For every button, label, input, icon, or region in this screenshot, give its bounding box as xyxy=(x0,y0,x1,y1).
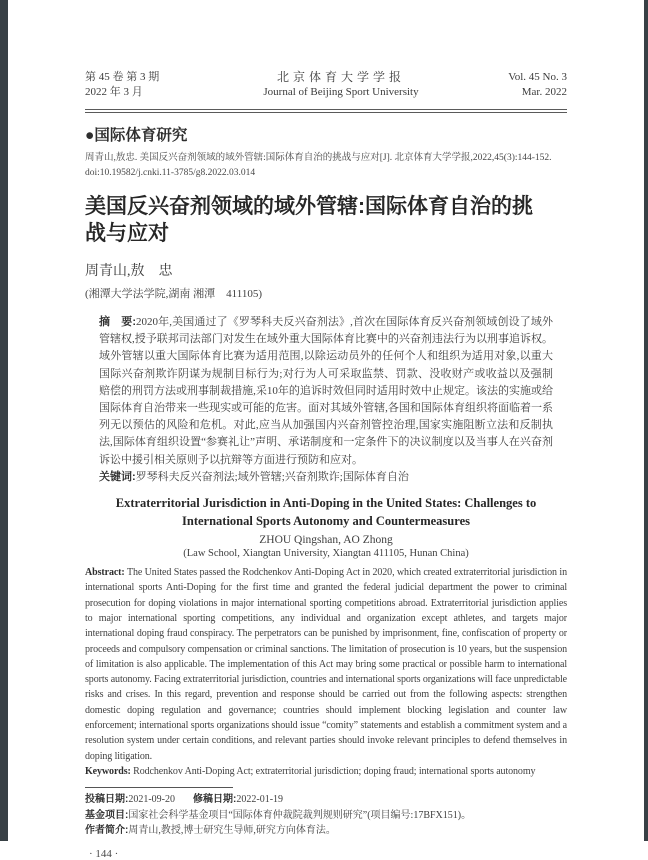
authors-cn: 周青山,敖 忠 xyxy=(85,264,173,279)
authors-en: ZHOU Qingshan, AO Zhong xyxy=(259,534,393,547)
received-date: 2021-09-20 xyxy=(128,794,176,806)
fund-note xyxy=(85,808,567,824)
citation-block xyxy=(85,151,567,180)
keywords-text-cn: 罗琴科夫反兴奋剂法;域外管辖;兴奋剂欺诈;国际体育自治 xyxy=(135,470,409,483)
abstract-en xyxy=(85,565,567,764)
issue-date-en: Mar. 2022 xyxy=(521,86,567,98)
section-header: ●国际体育研究 xyxy=(85,127,188,144)
bio-text: 周青山,教授,博士研究生导师,研究方向体育法。 xyxy=(128,825,336,837)
keywords-label-en: Keywords: xyxy=(85,765,131,777)
revised-label: 修稿日期: xyxy=(193,794,237,806)
keywords-text-en: Rodchenkov Anti-Doping Act; extraterritorial jurisdiction; doping fraud; international sports autonomy xyxy=(133,765,536,777)
page-content xyxy=(85,70,567,860)
keywords-cn xyxy=(99,469,553,486)
footnote-divider-rule xyxy=(85,787,233,788)
received-label: 投稿日期: xyxy=(85,794,129,806)
abstract-label-en: Abstract: xyxy=(85,567,125,579)
bio-note xyxy=(85,823,567,839)
keywords-en xyxy=(85,764,567,779)
keywords-label-cn: 关键词: xyxy=(99,470,136,483)
abstract-text-en: The United States passed the Rodchenkov Anti-Doping Act in 2020, which created extraterritorial jurisdiction in international sports Anti-Doping for the first time and granted the federal judicial department the power to criminal prosecution for doping violations in major international sporting competitions abroad. Extraterritorial jurisdiction applies to major international sporting competitions, any individual and organization except athletes, and targets major international doping fraud conspiracy. The perpetrators can be punished by imprisonment, fine, confiscation of property or proceeds and compulsory compensation or criminal sanctions. The limitation of prosecution is 10 years, but the suspension of limitation is also applicable. The implementation of this Act may bring some practical or possible harm to international sports autonomy. Facing extraterritorial jurisdiction, countries and international sports organizations will face unpredictable risks and crises. In this regard, prevention and response should be carried out from the following aspects: strengthen domestic doping regulation and governance; countries should implement blocking legislation and counter law enforcement; international sports organizations should issue “comity” statements and establish a commitment system and a resolution system under certain conditions, and relevant parties should invoke relevant principles to defend themselves in doping litigation. xyxy=(85,567,567,762)
scan-edge-right xyxy=(644,0,648,841)
article-title-en: Extraterritorial Jurisdiction in Anti-Doping in the United States: Challenges to International Sports Autonomy and Countermeasures xyxy=(115,496,537,529)
affiliation-cn: (湘潭大学法学院,湖南 湘潭 411105) xyxy=(85,288,263,300)
revised-date: 2022-01-19 xyxy=(236,794,284,806)
article-title-cn: 美国反兴奋剂领域的域外管辖:国际体育自治的挑战与应对 xyxy=(85,195,533,245)
footnotes xyxy=(85,792,567,839)
issue-number-en: Vol. 45 No. 3 xyxy=(508,71,567,83)
fund-text: 国家社会科学基金项目“国际体育仲裁院裁判规则研究”(项目编号:17BFX151)。 xyxy=(128,809,472,821)
journal-header-center xyxy=(205,70,477,100)
abstract-label-cn: 摘 要: xyxy=(99,316,137,328)
fund-label: 基金项目: xyxy=(85,809,129,821)
journal-header-right xyxy=(477,70,567,100)
abstract-cn xyxy=(99,314,553,469)
header-divider-rule xyxy=(85,109,567,113)
scan-edge-left xyxy=(0,0,8,841)
journal-name-en: Journal of Beijing Sport University xyxy=(263,86,419,98)
issue-number-cn: 第 45 卷 第 3 期 xyxy=(85,71,160,83)
dates-note xyxy=(85,792,567,808)
page-number: · 144 · xyxy=(89,847,119,860)
journal-header-left xyxy=(85,70,205,100)
doi-line: doi:10.19582/j.cnki.11-3785/g8.2022.03.014 xyxy=(85,167,256,178)
citation-line: 周青山,敖忠. 美国反兴奋剂领域的域外管辖:国际体育自治的挑战与应对[J]. 北京体育大学学报,2022,45(3):144-152. xyxy=(85,153,552,163)
bio-label: 作者简介: xyxy=(85,825,129,837)
abstract-text-cn: 2020年,美国通过了《罗琴科夫反兴奋剂法》,首次在国际体育反兴奋剂领域创设了域外管辖权,授予联邦司法部门对发生在域外重大国际体育比赛中的兴奋剂违法行为以刑事追诉权。域外管辖以重大国际体育比赛为适用范围,以除运动员外的任何个人和组织为适用对象,以重大国际兴奋剂欺诈阴谋为规制目标行为;对行为人可采取监禁、罚款、没收财产或收益以及强制赔偿的刑罚方法或刑事制裁措施,采10年的追诉时效但同时适用时效中止规定。该法的实施或给国际体育自治带来一些现实或可能的危害。面对其域外管辖,各国和国际体育组织将面临着一系列无以预估的风险和危机。对此,应当从加强国内兴奋剂管控治理,国家实施阻断立法和反制执法,国际体育组织设置“参赛礼让”声明、承诺制度和一定条件下的决议制度以及当事人在兴奋剂诉讼中援引相关原则予以抗辩等方面进行预防和应对。 xyxy=(99,316,553,466)
journal-name-cn: 北京体育大学学报 xyxy=(276,70,405,84)
affiliation-en: (Law School, Xiangtan University, Xiangtan 411105, Hunan China) xyxy=(183,548,469,560)
issue-date-cn: 2022 年 3 月 xyxy=(85,86,143,98)
journal-header xyxy=(85,70,567,100)
